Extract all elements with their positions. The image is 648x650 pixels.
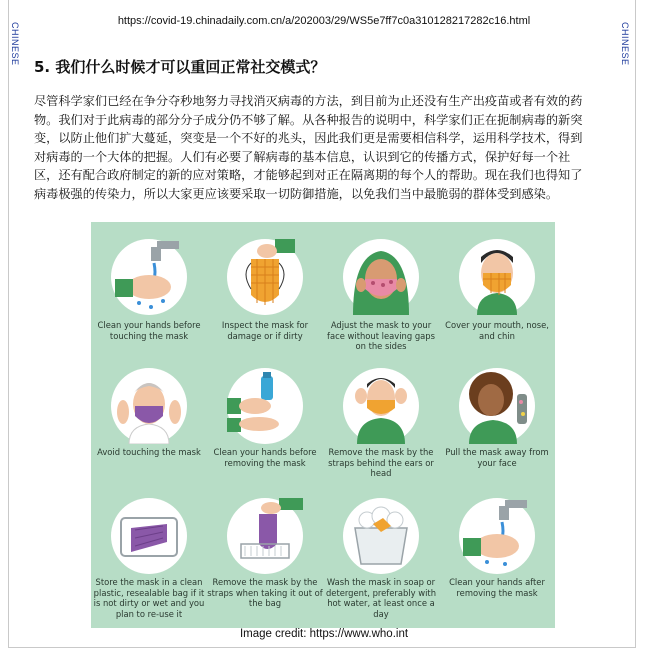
step-caption: Cover your mouth, nose, and chin <box>445 320 549 341</box>
mask-wearing-icon <box>459 239 535 315</box>
mask-pull-icon <box>459 368 535 444</box>
avoid-touch-icon <box>111 368 187 444</box>
step-caption: Clean your hands after removing the mask <box>449 577 545 598</box>
step-circle <box>227 239 303 315</box>
language-label-right: CHINESE <box>620 22 630 66</box>
step-circle <box>459 368 535 444</box>
mask-guidance-infographic <box>91 222 555 628</box>
mask-inspect-icon <box>227 239 303 315</box>
paragraph-line: 区，还有配合政府制定的新的应对策略，才能够起到对正在隔离期的每个人的帮助。现在我们也得知了 <box>34 168 583 183</box>
hand-sanitizer-icon <box>227 368 303 444</box>
step-circle <box>111 498 187 574</box>
mask-wash-icon <box>343 498 419 574</box>
mask-remove-icon <box>343 368 419 444</box>
paragraph-line: 变，以防止他们扩大蔓延，突变是一个不好的兆头，因此我们更是需要相信科学，运用科学技术，得到 <box>34 131 583 146</box>
language-label-left: CHINESE <box>10 22 20 66</box>
step-circle <box>459 239 535 315</box>
image-credit: Image credit: https://www.who.int <box>239 628 409 640</box>
step-circle <box>227 368 303 444</box>
step-caption: Remove the mask by the straps when taking it out of the bag <box>207 577 323 609</box>
mask-from-bag-icon <box>227 498 303 574</box>
step-circle <box>343 239 419 315</box>
step-caption: Avoid touching the mask <box>97 447 201 457</box>
mask-adjust-icon <box>343 239 419 315</box>
step-circle <box>343 368 419 444</box>
step-caption: Remove the mask by the straps behind the ears or head <box>328 447 434 479</box>
step-caption: Clean your hands before removing the mask <box>213 447 317 468</box>
paragraph-line: 尽管科学家们已经在争分夺秒地努力寻找消灭病毒的方法，到目前为止还没有生产出疫苗或者有效的药 <box>34 94 583 108</box>
paragraph-line: 对病毒的一个大体的把握。人们有必要了解病毒的基本信息，认识到它的传播方式，保护好每一个社 <box>34 149 571 164</box>
source-url[interactable]: https://covid-19.chinadaily.com.cn/a/202003/29/WS5e7ff7c0a310128217282c16.html <box>117 15 531 27</box>
step-caption: Adjust the mask to your face without leaving gaps on the sides <box>327 320 435 352</box>
step-caption: Inspect the mask for damage or if dirty <box>221 320 309 341</box>
step-caption: Clean your hands before touching the mask <box>97 320 201 341</box>
step-circle <box>343 498 419 574</box>
mask-store-bag-icon <box>111 498 187 574</box>
hand-washing-icon <box>111 239 187 315</box>
section-heading: 5. 我们什么时候才可以重回正常社交模式？ <box>34 58 326 76</box>
step-circle <box>111 239 187 315</box>
paragraph-line: 物。我们对于此病毒的部分分子成分仍不够了解。从各种报告的说明中，科学家们正在扼制病毒的新突 <box>34 112 583 127</box>
step-circle <box>111 368 187 444</box>
body-paragraph <box>34 92 618 204</box>
step-caption: Wash the mask in soap or detergent, preferably with hot water, at least once a day <box>325 577 437 619</box>
step-caption: Pull the mask away from your face <box>445 447 549 468</box>
hand-washing-icon <box>459 498 535 574</box>
step-circle <box>227 498 303 574</box>
step-caption: Store the mask in a clean plastic, resealable bag if it is not dirty or wet and you plan to re-use it <box>93 577 205 619</box>
step-circle <box>459 498 535 574</box>
paragraph-line: 病毒极强的传染力，所以大家更应该要采取一切防御措施，以免我们当中最脆弱的群体受到感染。 <box>34 186 559 201</box>
